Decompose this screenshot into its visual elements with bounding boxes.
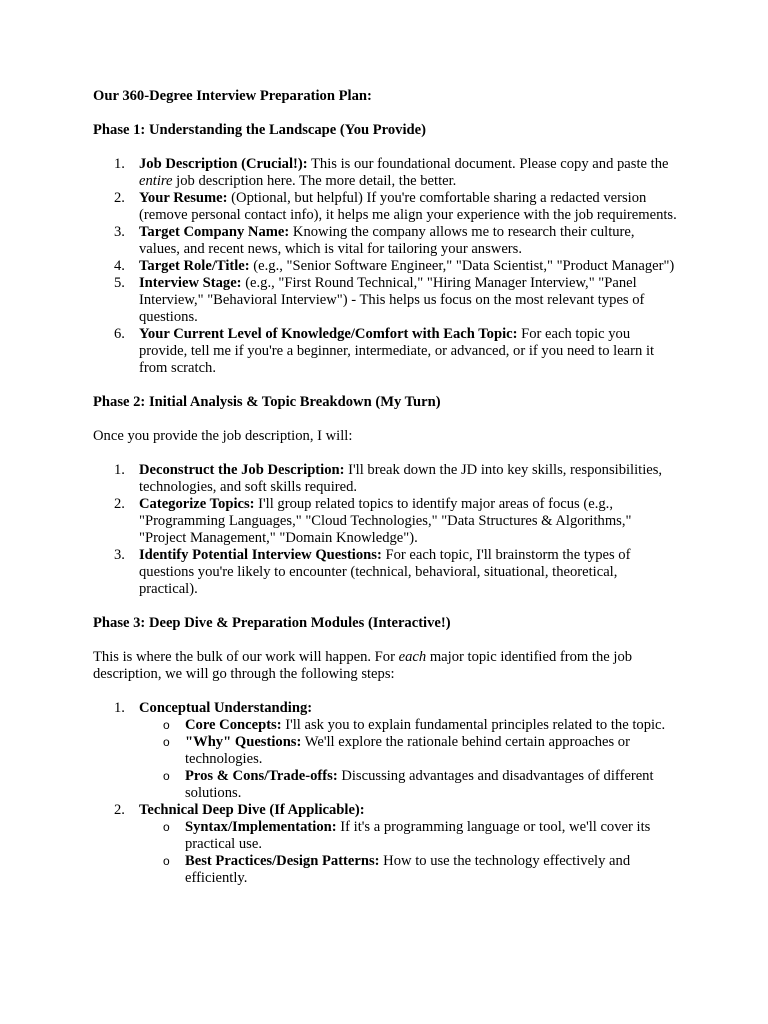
phase1-list [93,156,678,377]
sub-list-item: o "Why" Questions: We'll explore the rationale behind certain approaches or technologies. [163,734,630,767]
sub-list [139,819,678,887]
list-item: 6. Your Current Level of Knowledge/Comfort with Each Topic: For each topic you provide, tell me if you're a beginner, intermediate, or advanced, or if you need to learn it from scratch. [114,326,655,376]
sub-list-item: o Syntax/Implementation: If it's a programming language or tool, we'll cover its practical use. [163,819,651,852]
sub-list-item: o Core Concepts: I'll ask you to explain fundamental principles related to the topic. [163,717,666,733]
bullet-icon: o [163,854,170,868]
phase2-intro: Once you provide the job description, I will: [93,428,353,444]
sub-list [139,717,678,802]
document-title: Our 360-Degree Interview Preparation Plan: [93,88,372,104]
list-item: 5. Interview Stage: (e.g., "First Round Technical," "Hiring Manager Interview," "Panel Interview," "Behavioral Interview") - This helps us focus on the most relevant types of questions. [114,275,645,325]
list-item: 4. Target Role/Title: (e.g., "Senior Software Engineer," "Data Scientist," "Product Manager") [114,258,675,274]
list-item: 1. Deconstruct the Job Description: I'll break down the JD into key skills, responsibilities, technologies, and soft skills required. [114,462,663,495]
list-item: 2. Your Resume: (Optional, but helpful) If you're comfortable sharing a redacted version (remove personal contact info), it helps me align your experience with the job requirements. [114,190,677,223]
list-item: 1. Conceptual Understanding: o Core Concepts: I'll ask you to explain fundamental principles related to the topic. o "Why" Questions: We'll explore the rationale behind certain approaches or technologies. o Pros & Cons/Trade-offs: Discussing advantages and disadvantages of different solutions. [139,700,678,802]
list-item: 1. Job Description (Crucial!): This is our foundational document. Please copy and paste the entire job description here. The more detail, the better. [114,156,669,189]
list-item: 3. Target Company Name: Knowing the company allows me to research their culture, values, and recent news, which is vital for tailoring your answers. [114,224,635,257]
sub-list-item: o Best Practices/Design Patterns: How to use the technology effectively and efficiently. [163,853,631,886]
list-item: 3. Identify Potential Interview Questions: For each topic, I'll brainstorm the types of questions you're likely to encounter (technical, behavioral, situational, theoretical, practical). [114,547,631,597]
phase3-intro: This is where the bulk of our work will happen. For each major topic identified from the job description, we will go through the following steps: [93,649,633,682]
bullet-icon: o [163,735,170,749]
bullet-icon: o [163,718,170,732]
phase2-heading: Phase 2: Initial Analysis & Topic Breakdown (My Turn) [93,394,441,410]
sub-list-item: o Pros & Cons/Trade-offs: Discussing advantages and disadvantages of different solutions. [163,768,654,801]
phase3-list [93,700,678,887]
list-item: 2. Technical Deep Dive (If Applicable): o Syntax/Implementation: If it's a programming language or tool, we'll cover its practical use. o Best Practices/Design Patterns: How to use the technology effectively and efficiently. [139,802,678,887]
bullet-icon: o [163,769,170,783]
phase3-heading: Phase 3: Deep Dive & Preparation Modules (Interactive!) [93,615,451,631]
phase2-list [93,462,678,598]
bullet-icon: o [163,820,170,834]
phase1-heading: Phase 1: Understanding the Landscape (You Provide) [93,122,426,138]
list-item: 2. Categorize Topics: I'll group related topics to identify major areas of focus (e.g., "Programming Languages," "Cloud Technologies," "Data Structures & Algorithms," "Project Management," "Domain Knowledge"). [114,496,632,546]
